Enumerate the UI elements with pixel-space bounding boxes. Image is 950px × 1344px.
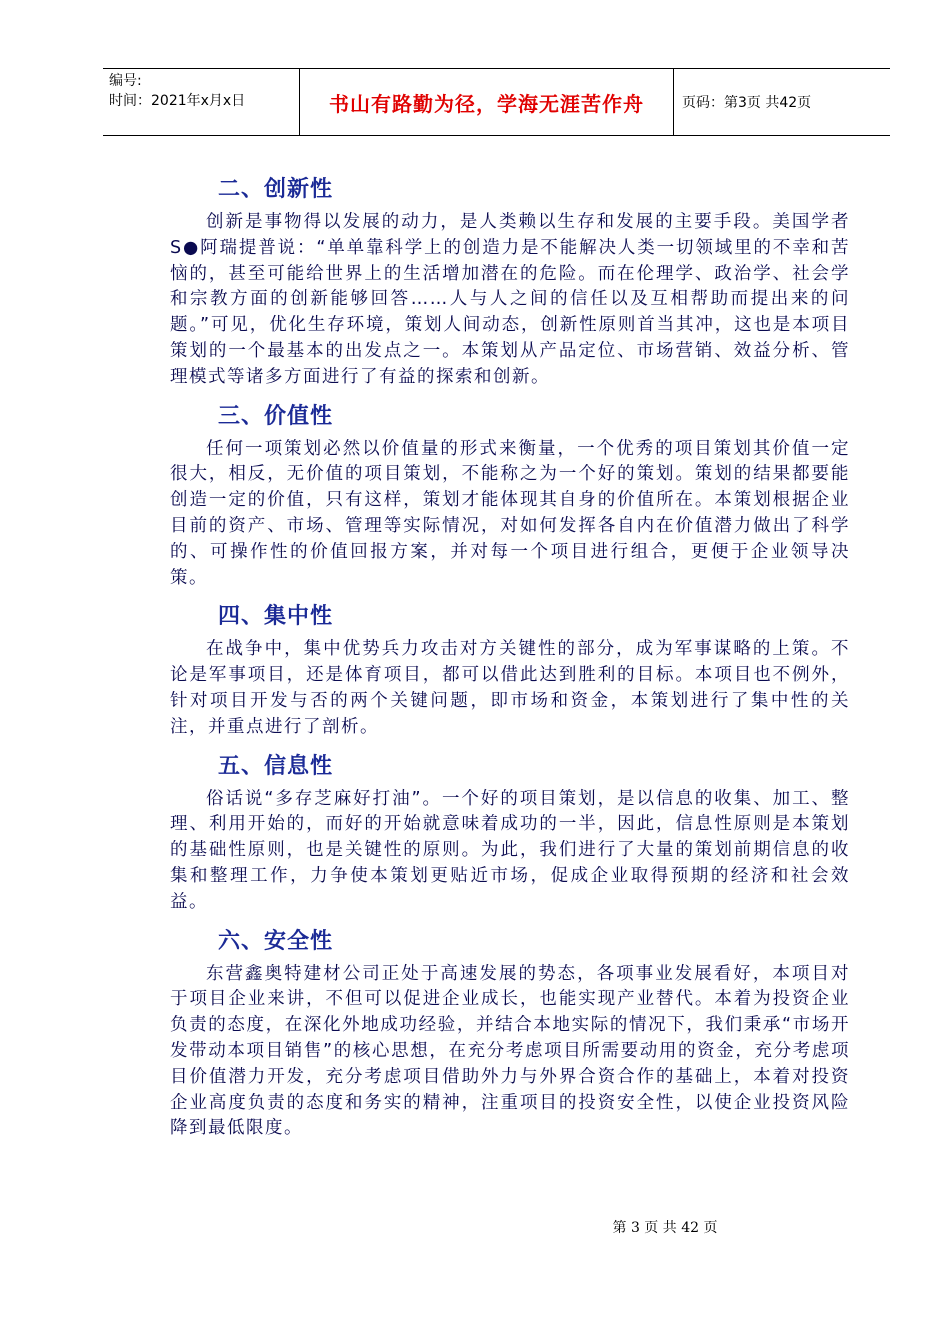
section-paragraph: 创新是事物得以发展的动力，是人类赖以生存和发展的主要手段。美国学者S●阿瑞提普说：“单单靠科学上的创造力是不能解决人类一切领域里的不幸和苦恼的，甚至可能给世界上的生活增加潜在的危险。而在伦理学、政治学、社会学和宗教方面的创新能够回答……人与人之间的信任以及互相帮助而提出来的问题。”可见，优化生存环境，策划人间动态，创新性原则首当其冲，这也是本项目策划的一个最基本的出发点之一。本策划从产品定位、市场营销、效益分析、管理模式等诸多方面进行了有益的探索和创新。 (170, 212, 850, 387)
section-paragraph: 任何一项策划必然以价值量的形式来衡量，一个优秀的项目策划其价值一定很大，相反，无价值的项目策划，不能称之为一个好的策划。策划的结果都要能创造一定的价值，只有这样，策划才能体现其自身的价值所在。本策划根据企业目前的资产、市场、管理等实际情况，对如何发挥各自内在价值潜力做出了科学的、可操作性的价值回报方案，并对每一个项目进行组合，更便于企业领导决策。 (170, 438, 850, 588)
section-concentration (170, 597, 850, 740)
document-body (170, 170, 850, 1148)
section-paragraph: 俗话说“多存芝麻好打油”。一个好的项目策划，是以信息的收集、加工、整理、利用开始的，而好的开始就意味着成功的一半，因此，信息性原则是本策划的基础性原则，也是关键性的原则。为此，我们进行了大量的策划前期信息的收集和整理工作，力争使本策划更贴近市场，促成企业取得预期的经济和社会效益。 (170, 788, 850, 912)
section-paragraph: 东营鑫奥特建材公司正处于高速发展的势态，各项事业发展看好，本项目对于项目企业来讲，不但可以促进企业成长，也能实现产业替代。本着为投资企业负责的态度，在深化外地成功经验，并结合本地实际的情况下，我们秉承“市场开发带动本项目销售”的核心思想，在充分考虑项目所需要动用的资金，充分考虑项目价值潜力开发，充分考虑项目借助外力与外界合资合作的基础上，本着对投资企业高度负责的态度和务实的精神，注重项目的投资安全性，以使企业投资风险降到最低限度。 (170, 963, 850, 1139)
page-footer: 第 3 页 共 42 页 (612, 1220, 718, 1236)
section-title: 五、信息性 (218, 753, 334, 779)
header-motto: 书山有路勤为径，学海无涯苦作舟 (300, 69, 674, 135)
time-label: 时间：2021年x月x日 (109, 93, 246, 109)
page-header (103, 68, 890, 136)
section-title: 六、安全性 (218, 928, 334, 954)
section-safety (170, 922, 850, 1143)
section-title: 四、集中性 (218, 604, 334, 630)
section-innovation (170, 170, 850, 391)
section-paragraph: 在战争中，集中优势兵力攻击对方关键性的部分，成为军事谋略的上策。不论是军事项目，还是体育项目，都可以借此达到胜利的目标。本项目也不例外，针对项目开发与否的两个关键问题，即市场和资金，本策划进行了集中性的关注，并重点进行了剖析。 (170, 639, 850, 737)
section-information (170, 747, 850, 916)
section-value (170, 397, 850, 592)
header-page-info: 页码：第3页 共42页 (682, 95, 812, 111)
section-title: 二、创新性 (218, 177, 334, 202)
number-label: 编号: (109, 73, 142, 89)
section-title: 三、价值性 (218, 403, 334, 429)
header-meta (103, 69, 300, 135)
